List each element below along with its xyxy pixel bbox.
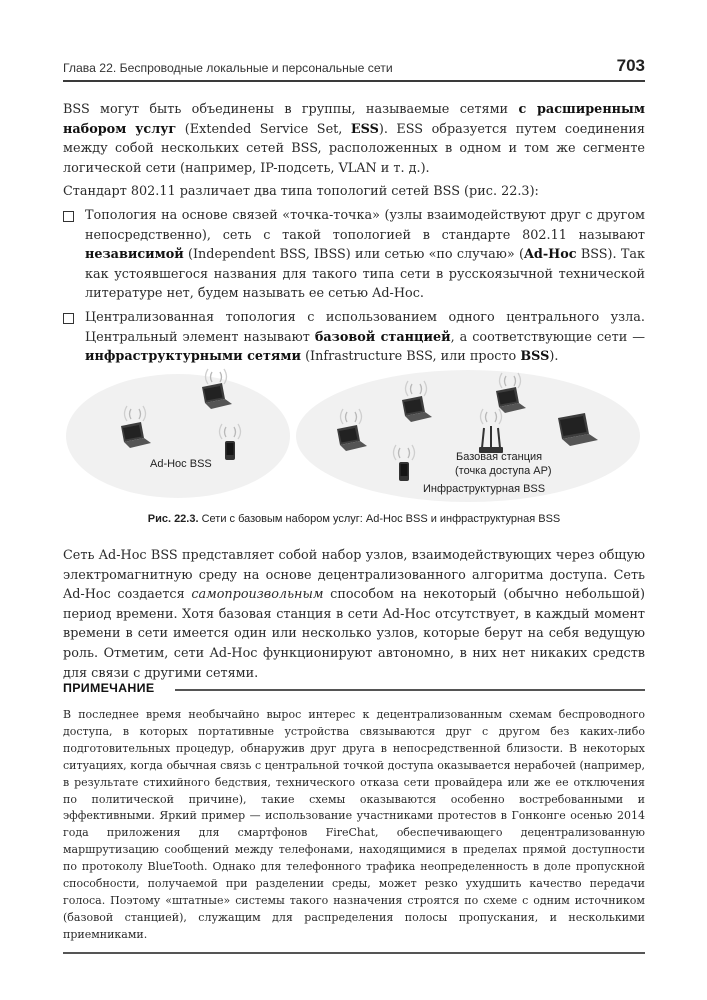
checkbox-bullet-icon xyxy=(63,313,74,324)
top-content xyxy=(63,100,645,367)
chapter-title: Глава 22. Беспроводные локальные и персональные сети xyxy=(63,61,393,75)
header-rule xyxy=(63,80,645,82)
figure-caption: Рис. 22.3. Сети с базовым набором услуг: Ad-Hoc BSS и инфраструктурная BSS xyxy=(147,513,561,525)
note-rule xyxy=(175,689,645,691)
paragraph-adhoc-bss: Сеть Ad-Hoc BSS представляет собой набор узлов, взаимодействующих через общую электромагнитную среду на основе децентрализованного алгоритма доступа. Сеть Ad-Hoc создается самопроизвольным способом на некоторый (обычно небольшой) период времени. Хотя базовая станция в сети Ad-Hoc отсутствует, в каждый момент времени в сети имеется один или несколько узлов, которые берут на себя ведущую роль. Отметим, сети Ad-Hoc функционируют автономно, в них нет никаких средств для связи с другими сетями. xyxy=(63,548,645,681)
note-bottom-rule xyxy=(63,952,645,954)
base-station-label: Базовая станция xyxy=(456,451,543,463)
infrastructure-bss-label: Инфраструктурная BSS xyxy=(423,483,546,495)
note-header xyxy=(63,681,645,699)
bullet-adhoc: Топология на основе связей «точка-точка» (узлы взаимодействуют друг с другом непосредственно), сеть с такой топологией в стандарте 802.11 называют независимой (Independent BSS, IBSS) или сетью «по случаю» (Ad-Hoc BSS). Так как устоявшегося названия для такого типа сети в русскоязычной технической литературе нет, будем называть ее сетью Ad-Hoc. xyxy=(63,206,645,304)
note-text: В последнее время необычайно вырос интерес к децентрализованным схемам беспроводного доступа, в которых портативные устройства связываются друг с другом без каких-либо подготовительных процедур, обнаружив друг друга в непосредственной близости. В некоторых ситуациях, когда обычная связь с центральной точкой доступа оказывается нерабочей (например, в результате стихийного бедствия, технического отказа сети провайдера или же ее отключения по политической причине), такие схемы оказываются особенно востребованными и эффективными. Яркий пример — использование участниками протестов в Гонконге осенью 2014 года приложения для смартфонов FireChat, обеспечивающего децентрализованную маршрутизацию сообщений между телефонами, находящимися в пределах прямой доступности по протоколу BlueTooth. Однако для телефонного трафика неопределенность в доле пропускной способности, получаемой при разделении среды, может резко ухудшить качество передачи голоса. Поэтому «штатные» системы такого назначения строятся по схеме с одним источником (базовой станцией), служащим для распределения полосы пропускания, и несколькими приемниками. xyxy=(63,708,645,941)
access-point-label: (точка доступа AP) xyxy=(455,465,552,477)
paragraph-ess: BSS могут быть объединены в группы, называемые сетями с расширенным набором услуг (Extended Service Set, ESS). ESS образуется путем соединения между собой нескольких сетей BSS, расположенных в одном и том же сегменте логической сети (например, IP-подсеть, VLAN и т. д.). xyxy=(63,102,645,176)
page-number: 703 xyxy=(616,56,645,75)
note-box xyxy=(63,681,645,954)
bullet-infrastructure: Централизованная топология с использованием одного центрального узла. Центральный элемент называют базовой станцией, а соответствующие сети — инфраструктурными сетями (Infrastructure BSS, или просто BSS). xyxy=(63,308,645,367)
figure-bss-networks xyxy=(63,366,645,504)
checkbox-bullet-icon xyxy=(63,211,74,222)
adhoc-cloud xyxy=(66,374,290,498)
after-figure-content xyxy=(63,546,645,683)
adhoc-bss-label: Ad-Hoc BSS xyxy=(150,458,212,470)
note-title: ПРИМЕЧАНИЕ xyxy=(63,681,155,695)
page-header xyxy=(63,56,645,86)
network-diagram xyxy=(63,366,645,504)
paragraph-topologies: Стандарт 802.11 различает два типа топологий сетей BSS (рис. 22.3): xyxy=(63,184,539,200)
